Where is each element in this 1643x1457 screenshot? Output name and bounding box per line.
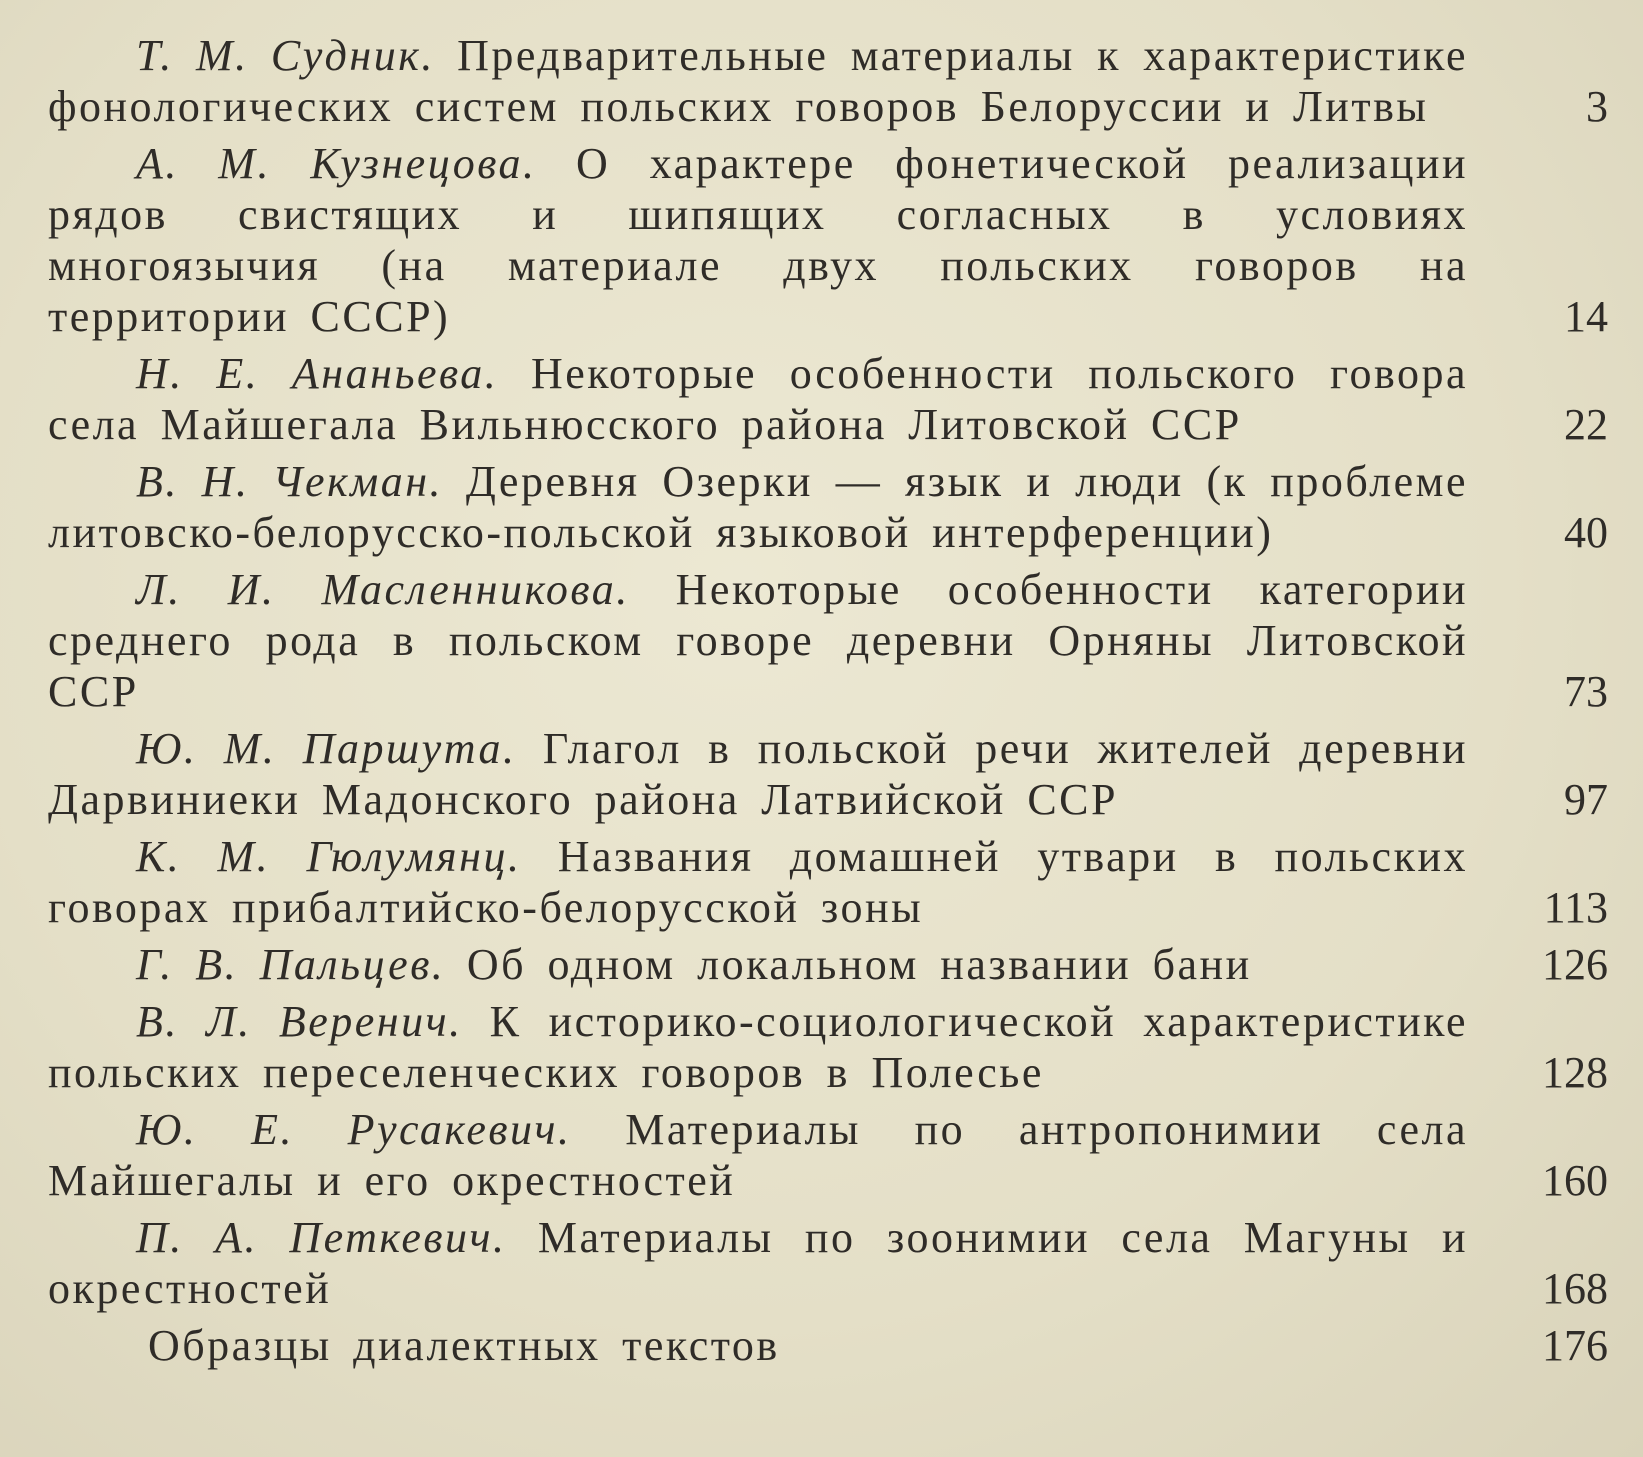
entry-title: Образцы диалектных текстов — [148, 1321, 780, 1370]
entry-title: О характере фонетической реализации рядов свистящих и шипящих согласных в условиях многоязычия (на материале двух польских говоров на территории СССР) — [48, 139, 1468, 341]
toc-entry — [48, 1104, 1608, 1206]
entry-text — [48, 996, 1468, 1098]
entry-text — [48, 1212, 1468, 1314]
entry-page-number: 176 — [1542, 1321, 1608, 1370]
toc-entry — [48, 831, 1608, 933]
entry-author: К. М. Гюлумянц. — [136, 832, 522, 881]
entry-author: А. М. Кузнецова. — [136, 139, 537, 188]
entry-text — [48, 939, 1468, 990]
table-of-contents — [48, 30, 1608, 1377]
entry-title: Некоторые особенности польского говора села Майшегала Вильнюсского района Литовской ССР — [48, 349, 1468, 449]
entry-page-number: 14 — [1564, 292, 1608, 341]
entry-page-number: 3 — [1586, 82, 1608, 131]
entry-page-number: 73 — [1564, 667, 1608, 716]
entry-text — [48, 1320, 1468, 1371]
entry-author: В. Н. Чекман. — [136, 457, 444, 506]
entry-text — [48, 30, 1468, 132]
entry-author: Т. М. Судник. — [136, 31, 435, 80]
entry-page-number: 40 — [1564, 508, 1608, 557]
entry-page-number: 97 — [1564, 775, 1608, 824]
toc-entry — [48, 939, 1608, 990]
toc-entry — [48, 564, 1608, 717]
entry-author: Ю. М. Паршута. — [136, 724, 517, 773]
entry-text — [48, 1104, 1468, 1206]
entry-page-number: 113 — [1543, 883, 1608, 932]
toc-entry — [48, 138, 1608, 342]
entry-title: Предварительные материалы к характеристике фонологических систем польских говоров Белоруссии и Литвы — [48, 31, 1468, 131]
entry-title: Материалы по антропонимии села Майшегалы и его окрестностей — [48, 1105, 1468, 1205]
toc-entry — [48, 348, 1608, 450]
entry-page-number: 168 — [1542, 1264, 1608, 1313]
entry-text — [48, 138, 1468, 342]
entry-title: Материалы по зоонимии села Магуны и окрестностей — [48, 1213, 1468, 1313]
toc-entry — [48, 996, 1608, 1098]
entry-author: Ю. Е. Русакевич. — [136, 1105, 572, 1154]
entry-author: В. Л. Веренич. — [136, 997, 463, 1046]
entry-author: Н. Е. Ананьева. — [136, 349, 499, 398]
entry-page-number: 128 — [1542, 1048, 1608, 1097]
entry-author: П. А. Петкевич. — [136, 1213, 507, 1262]
toc-entry — [48, 1212, 1608, 1314]
entry-page-number: 160 — [1542, 1156, 1608, 1205]
entry-text — [48, 456, 1468, 558]
entry-author: Г. В. Пальцев. — [136, 940, 446, 989]
toc-entry — [48, 723, 1608, 825]
entry-page-number: 126 — [1542, 940, 1608, 989]
entry-text — [48, 564, 1468, 717]
entry-title: Деревня Озерки — язык и люди (к проблеме литовско-белорусско-польской языковой интерференции) — [48, 457, 1468, 557]
entry-title: Названия домашней утвари в польских говорах прибалтийско-белорусской зоны — [48, 832, 1468, 932]
entry-title: Глагол в польской речи жителей деревни Дарвиниеки Мадонского района Латвийской ССР — [48, 724, 1468, 824]
entry-text — [48, 348, 1468, 450]
entry-title: Некоторые особенности категории среднего рода в польском говоре деревни Орняны Литовской ССР — [48, 565, 1469, 716]
entry-title: Об одном локальном названии бани — [466, 940, 1252, 989]
entry-author: Л. И. Масленникова. — [136, 565, 630, 614]
entry-page-number: 22 — [1564, 400, 1608, 449]
entry-title: К историко-социологической характеристике польских переселенческих говоров в Полесье — [48, 997, 1468, 1097]
toc-entry — [48, 30, 1608, 132]
toc-entry — [48, 1320, 1608, 1371]
toc-entry — [48, 456, 1608, 558]
entry-text — [48, 831, 1468, 933]
entry-text — [48, 723, 1468, 825]
